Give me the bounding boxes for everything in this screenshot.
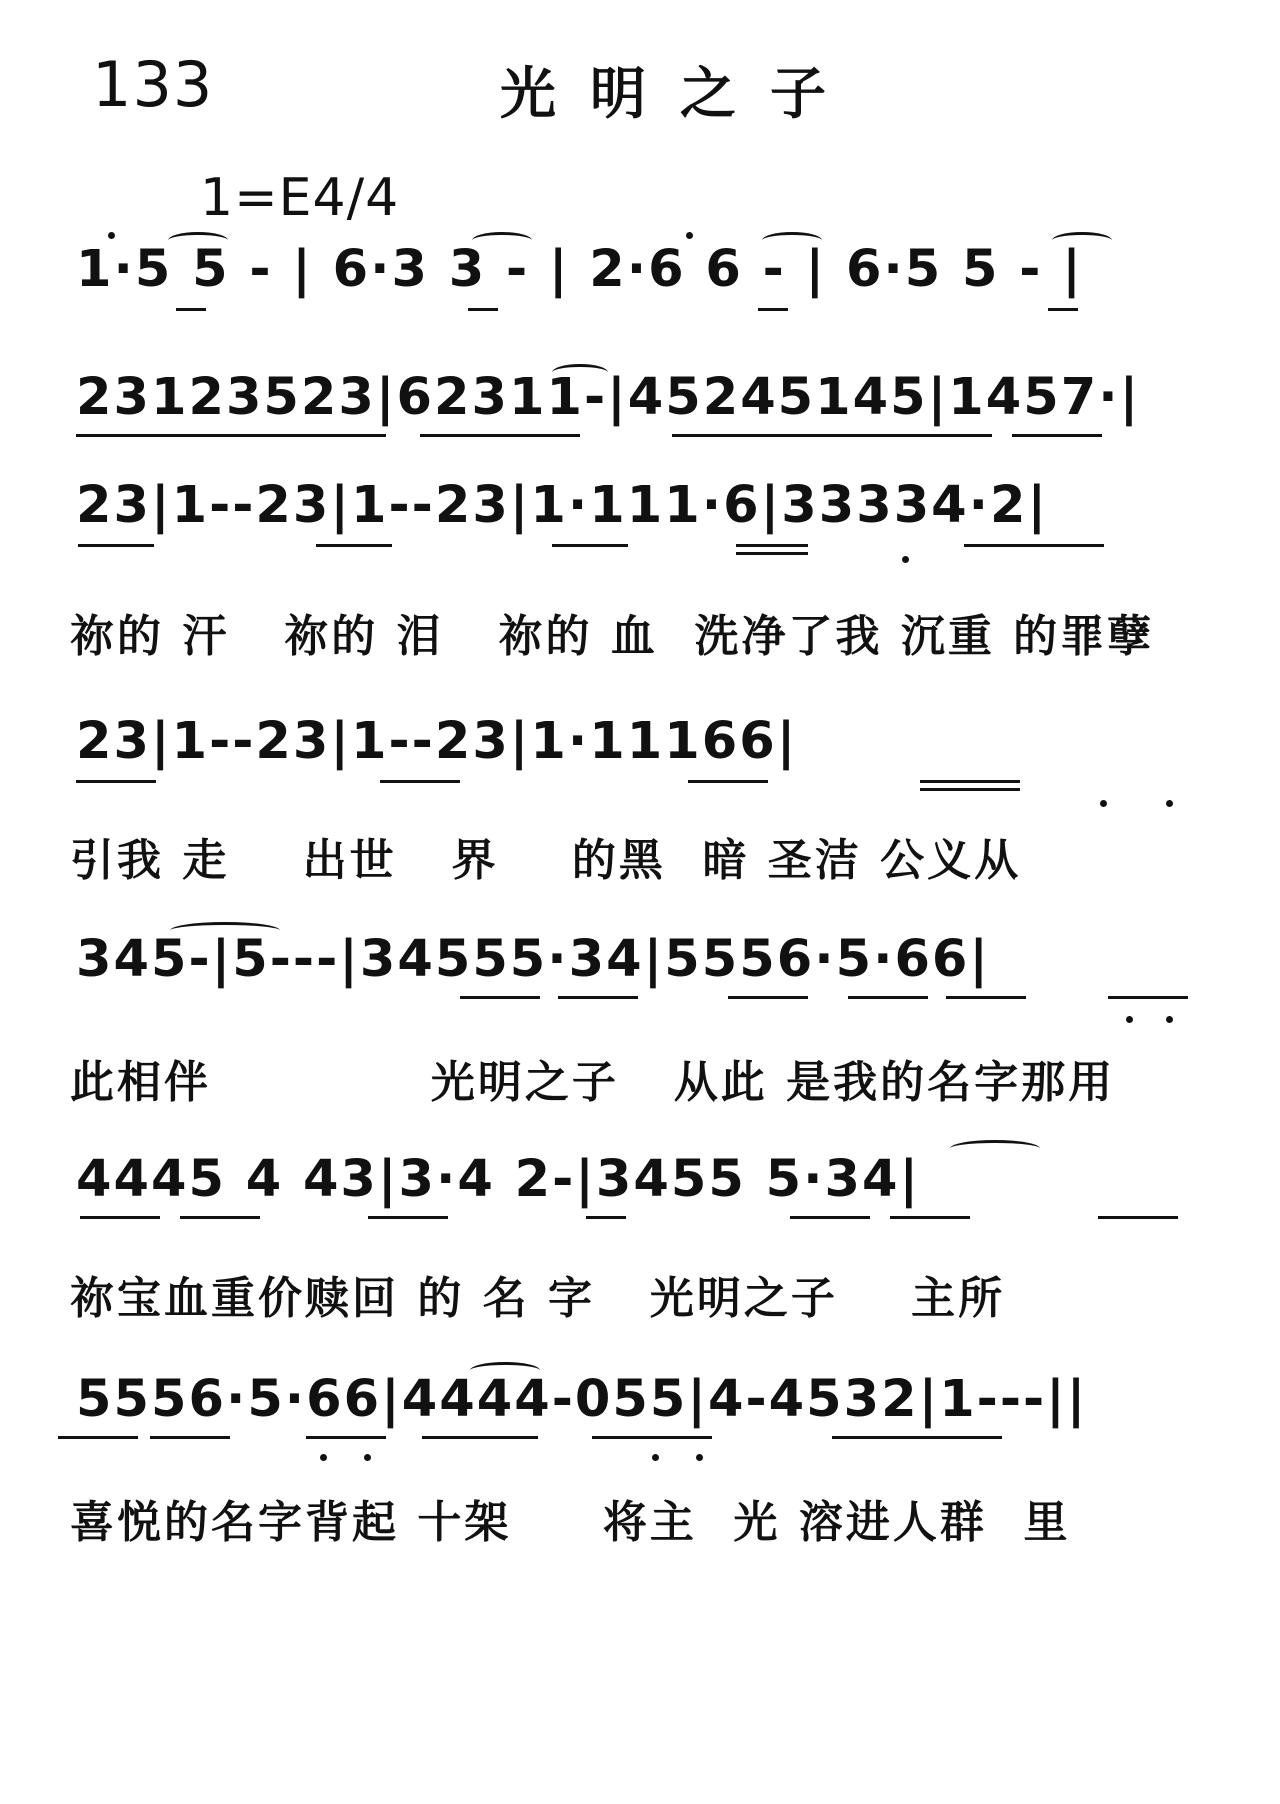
duration-underline <box>422 1436 538 1439</box>
notation-line-2: 23123523|62311-|45245145|1457·| <box>76 368 1141 427</box>
lyrics-line-1: 祢的 汗 祢的 泪 祢的 血 洗净了我 沉重 的罪孽 <box>70 611 1155 662</box>
duration-underline <box>758 308 788 311</box>
key-signature: 1=E4/4 <box>200 168 400 228</box>
notation-line-6: 4445 4 43|3·4 2-|3455 5·34| <box>76 1150 921 1209</box>
slur-mark <box>472 232 532 249</box>
duration-underline <box>728 996 808 999</box>
lyrics-line-4: 祢宝血重价赎回 的 名 字 光明之子 主所 <box>70 1273 1006 1324</box>
duration-underline <box>316 544 392 547</box>
duration-underline <box>80 1216 160 1219</box>
duration-underline <box>1012 434 1102 437</box>
duration-underline <box>460 996 540 999</box>
duration-underline <box>58 1436 138 1439</box>
low-octave-dot <box>1166 800 1173 807</box>
low-octave-dot <box>1126 1016 1133 1023</box>
hymn-number: 133 <box>92 48 214 121</box>
high-octave-dot <box>108 232 115 239</box>
low-octave-dot <box>696 1454 703 1461</box>
low-octave-dot <box>902 556 909 563</box>
lyrics-line-5: 喜悦的名字背起 十架 将主 光 溶进人群 里 <box>70 1497 1071 1548</box>
notation-line-1: 1·5 5 - | 6·3 3 - | 2·6 6 - | 6·5 5 - | <box>76 240 1083 299</box>
duration-underline <box>1108 996 1188 999</box>
duration-underline <box>176 308 206 311</box>
duration-underline <box>790 1216 870 1219</box>
duration-underline <box>380 780 460 783</box>
low-octave-dot <box>652 1454 659 1461</box>
duration-underline <box>1048 308 1078 311</box>
duration-underline <box>150 1436 230 1439</box>
notation-line-4: 23|1--23|1--23|1·11166| <box>76 712 798 771</box>
notation-line-5: 345-|5---|34555·34|5556·5·66| <box>76 930 991 989</box>
duration-underline <box>558 996 638 999</box>
duration-underline <box>468 308 498 311</box>
duration-underline <box>76 434 386 437</box>
duration-underline <box>1098 1216 1178 1219</box>
duration-underline <box>964 544 1104 547</box>
duration-underline <box>832 1436 1002 1439</box>
lyrics-line-3: 此相伴 光明之子 从此 是我的名字那用 <box>70 1057 1116 1108</box>
slur-mark <box>552 364 608 381</box>
duration-underline <box>736 552 808 555</box>
slur-mark <box>170 922 280 939</box>
duration-underline <box>586 1216 626 1219</box>
duration-underline <box>78 544 154 547</box>
duration-underline <box>848 996 928 999</box>
notation-line-7: 5556·5·66|4444-055|4-4532|1---|| <box>76 1370 1088 1429</box>
low-octave-dot <box>1166 1016 1173 1023</box>
duration-underline <box>920 788 1020 791</box>
low-octave-dot <box>320 1454 327 1461</box>
duration-underline <box>76 780 156 783</box>
duration-underline <box>552 544 628 547</box>
slur-mark <box>470 1362 540 1379</box>
slur-mark <box>1052 232 1112 249</box>
duration-underline <box>306 1436 386 1439</box>
low-octave-dot <box>1100 800 1107 807</box>
hymn-title: 光明之子 <box>500 62 860 127</box>
slur-mark <box>950 1140 1040 1157</box>
duration-underline <box>688 780 768 783</box>
lyrics-line-2: 引我 走 出世 界 的黑 暗 圣洁 公义从 <box>70 835 1022 886</box>
duration-underline <box>180 1216 260 1219</box>
notation-line-3: 23|1--23|1--23|1·111·6|33334·2| <box>76 476 1049 535</box>
slur-mark <box>168 232 228 249</box>
low-octave-dot <box>364 1454 371 1461</box>
duration-underline <box>592 1436 712 1439</box>
duration-underline <box>920 780 1020 783</box>
duration-underline <box>890 1216 970 1219</box>
duration-underline <box>736 544 808 547</box>
duration-underline <box>368 1216 448 1219</box>
duration-underline <box>420 434 580 437</box>
high-octave-dot <box>686 232 693 239</box>
duration-underline <box>672 434 992 437</box>
duration-underline <box>946 996 1026 999</box>
slur-mark <box>762 232 822 249</box>
